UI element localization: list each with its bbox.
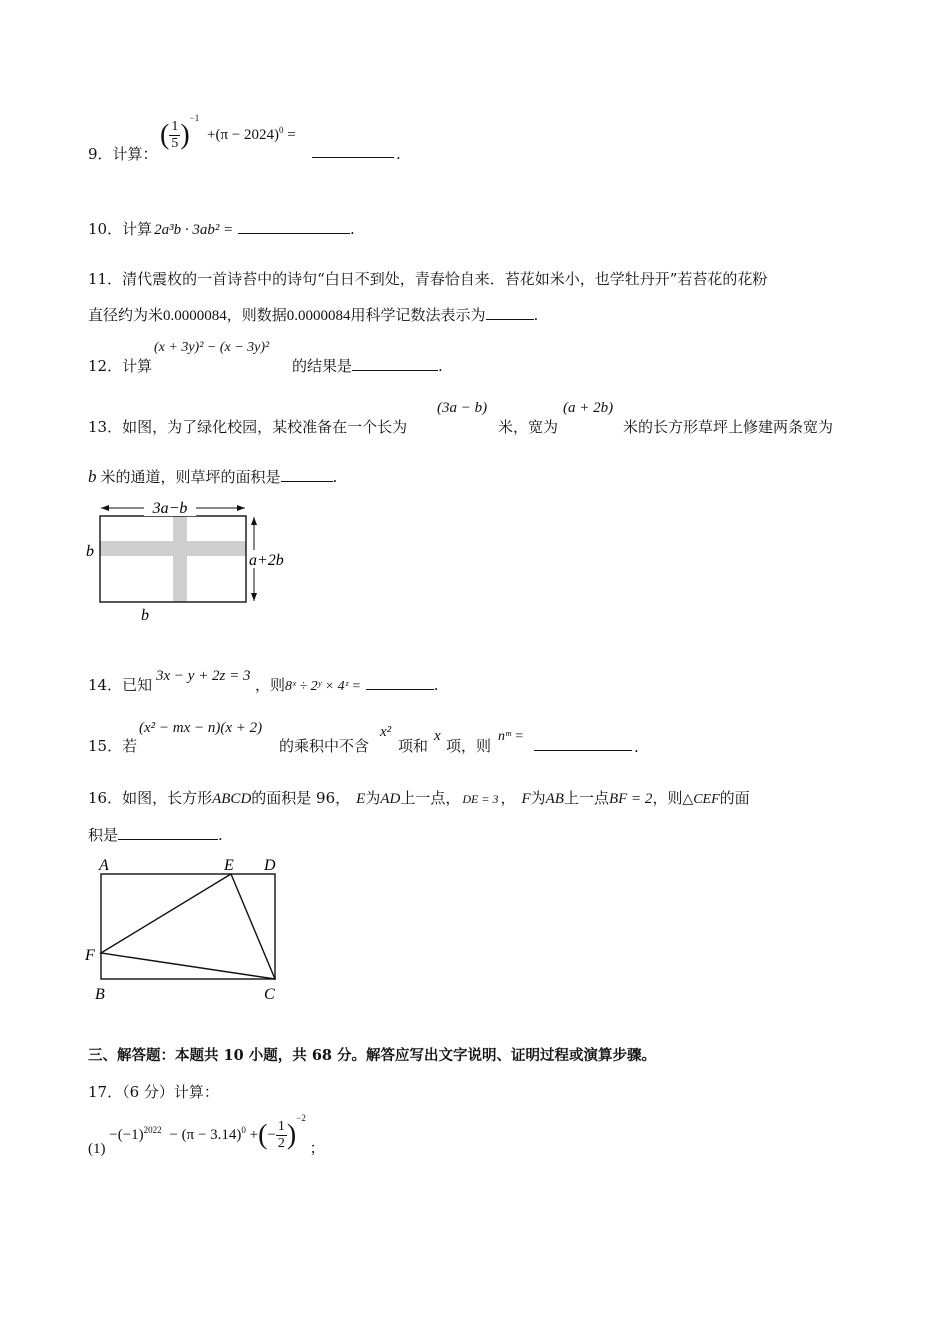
question-text: 上一点 (563, 789, 609, 807)
question-10 (88, 218, 355, 239)
question-text: 清代震枚的一首诗苔中的诗句“白日不到处，青春恰自来．苔花如米小，也学牡丹开”若苔花的花粉 (122, 270, 768, 288)
q9-expression: ( $\frac{1}{5}$ )$^{-1} +(\pi - 2024)^0$ = (160, 113, 296, 152)
question-number: 16． (88, 789, 123, 807)
math-variable: b (88, 467, 97, 486)
question-13-line1 (88, 416, 407, 437)
rectangle-abcd (101, 874, 275, 979)
math-term: x (434, 728, 441, 744)
question-11-line2 (88, 304, 538, 325)
question-text: 为 (365, 789, 381, 807)
math-term: x² (380, 724, 392, 740)
math-expression: (x² − mx − n)(x + 2) (139, 720, 263, 736)
math-term: E (356, 791, 366, 807)
period: . (332, 468, 338, 486)
question-text: 米的通道，则草坪的面积是 (100, 468, 281, 486)
math-expression: −(−1) (109, 1127, 144, 1143)
math-expression: 8ˣ ÷ 2ʸ × 4ᶻ = (285, 679, 361, 694)
question-lead: 已知 (122, 676, 153, 694)
question-text: 米，宽为 (498, 418, 559, 436)
question-text: 上一点， (400, 789, 461, 807)
question-text: 项，则 (446, 737, 492, 755)
period: . (433, 676, 439, 694)
math-value: 0.0000084 (286, 308, 351, 324)
vertical-path (173, 516, 187, 602)
point-label-e: E (224, 857, 234, 874)
answer-blank[interactable] (352, 356, 438, 371)
math-expression: + (249, 1127, 259, 1143)
question-text: 如图，长方形 (122, 789, 213, 807)
top-label: 3a−b (152, 500, 188, 517)
math-expression: (a + 2b) (563, 400, 614, 416)
question-12 (88, 355, 152, 376)
question-17-part1: $(1) -(-1)^{2022} - (\pi - 3.14)^0$ +(− $\frac{1}{2}$ )$^{-2}$ ； (88, 1113, 325, 1157)
question-15 (88, 735, 137, 756)
question-text: 的乘积中不含 (279, 737, 370, 755)
question-text: 的结果是 (292, 357, 353, 375)
exponent: 2022 (143, 1125, 162, 1135)
question-text: 积是 (88, 826, 119, 844)
math-term: ABCD (212, 791, 252, 807)
period: . (533, 306, 539, 324)
answer-blank[interactable] (486, 305, 534, 320)
question-13-line2 (88, 466, 337, 487)
period: . (438, 357, 443, 375)
math-term: AD (380, 791, 401, 807)
period: . (634, 738, 639, 756)
question-text: （6 分）计算： (122, 1083, 219, 1101)
question-lead: 计算 (122, 357, 153, 375)
question-text: 的面积是 96， (251, 789, 351, 807)
math-expression: BF = 2 (608, 791, 653, 807)
question-12-tail (292, 355, 443, 376)
answer-blank[interactable] (366, 675, 434, 690)
question-number: 14． (88, 676, 123, 694)
question-number: 12． (88, 357, 123, 375)
question-number: 13． (88, 418, 123, 436)
fraction: $\frac{1}{2}$ (277, 1119, 285, 1152)
question-text: ，则 (255, 676, 286, 694)
question-text: 米的长方形草坪上修建两条宽为 (623, 418, 834, 436)
question-17 (88, 1081, 219, 1102)
question-text: 直径约为米 (88, 306, 164, 324)
question-lead: 计算： (112, 145, 158, 163)
math-expression: nᵐ = (498, 729, 524, 744)
fraction: $\frac{1}{5}$ (171, 119, 179, 152)
point-label-a: A (99, 857, 109, 874)
answer-blank[interactable] (238, 219, 350, 234)
question-9 (88, 143, 158, 164)
math-expression: 3x − y + 2z = 3 (156, 668, 251, 684)
answer-blank[interactable] (281, 467, 333, 482)
question-text: 为 (530, 789, 546, 807)
question-text: 如图，为了绿化校园，某校准备在一个长为 (122, 418, 408, 436)
question-14-tail (255, 674, 439, 695)
math-expression: 2a³b · 3ab² = (154, 222, 234, 238)
question-lead: 计算 (122, 220, 153, 238)
math-term: F (521, 791, 531, 807)
horizontal-path (100, 541, 246, 556)
arrow-right (237, 505, 245, 511)
exponent: 0 (241, 1125, 246, 1135)
point-label-f: F (85, 947, 95, 964)
math-term: AB (545, 791, 564, 807)
lawn-figure (80, 494, 300, 628)
arrow-left (101, 505, 109, 511)
question-11-line1 (88, 268, 767, 289)
exponent: −2 (296, 1113, 306, 1123)
right-label: a+2b (249, 552, 284, 569)
question-text: 用科学记数法表示为 (350, 306, 486, 324)
triangle-cef (101, 874, 275, 979)
left-label: b (86, 543, 94, 560)
point-label-d: D (264, 857, 276, 874)
arrow-down (251, 593, 257, 601)
bottom-label: b (141, 607, 149, 624)
math-expression: − (π − 3.14) (169, 1127, 242, 1143)
rectangle-figure (80, 852, 300, 1004)
math-expression: (x + 3y)² − (x − 3y)² (154, 340, 270, 355)
question-number: 17． (88, 1083, 123, 1101)
part-label: (1) (88, 1141, 106, 1157)
question-number: 15． (88, 737, 123, 755)
period: . (396, 145, 401, 163)
section-heading: 三、解答题：本题共 10 小题，共 68 分。解答应写出文字说明、证明过程或演算步骤。 (88, 1047, 657, 1064)
math-expression: △CEF (682, 792, 720, 807)
math-value: 0.0000084 (163, 308, 227, 324)
question-text: 项和 (398, 737, 429, 755)
question-lead: 若 (122, 737, 138, 755)
math-expression: (3a − b) (437, 400, 488, 416)
question-number: 11． (88, 270, 123, 288)
question-text: ，则 (652, 789, 683, 807)
question-number: 10． (88, 220, 123, 238)
point-label-c: C (264, 986, 275, 1003)
answer-blank[interactable] (534, 736, 632, 751)
math-sign: − (267, 1127, 276, 1143)
question-16-line2 (88, 824, 223, 845)
answer-blank[interactable] (312, 143, 394, 158)
semicolon: ； (309, 1141, 325, 1157)
point-label-b: B (95, 986, 105, 1003)
question-16-line1 (88, 787, 750, 808)
period: . (350, 220, 355, 238)
answer-blank[interactable] (118, 825, 218, 840)
question-text: ， (500, 789, 516, 807)
arrow-up (251, 517, 257, 525)
math-expression: DE = 3 (462, 792, 499, 806)
question-text: ，则数据 (226, 306, 287, 324)
period: . (218, 826, 223, 844)
question-text: 的面 (719, 789, 750, 807)
question-14 (88, 674, 152, 695)
question-number: 9． (88, 145, 113, 163)
